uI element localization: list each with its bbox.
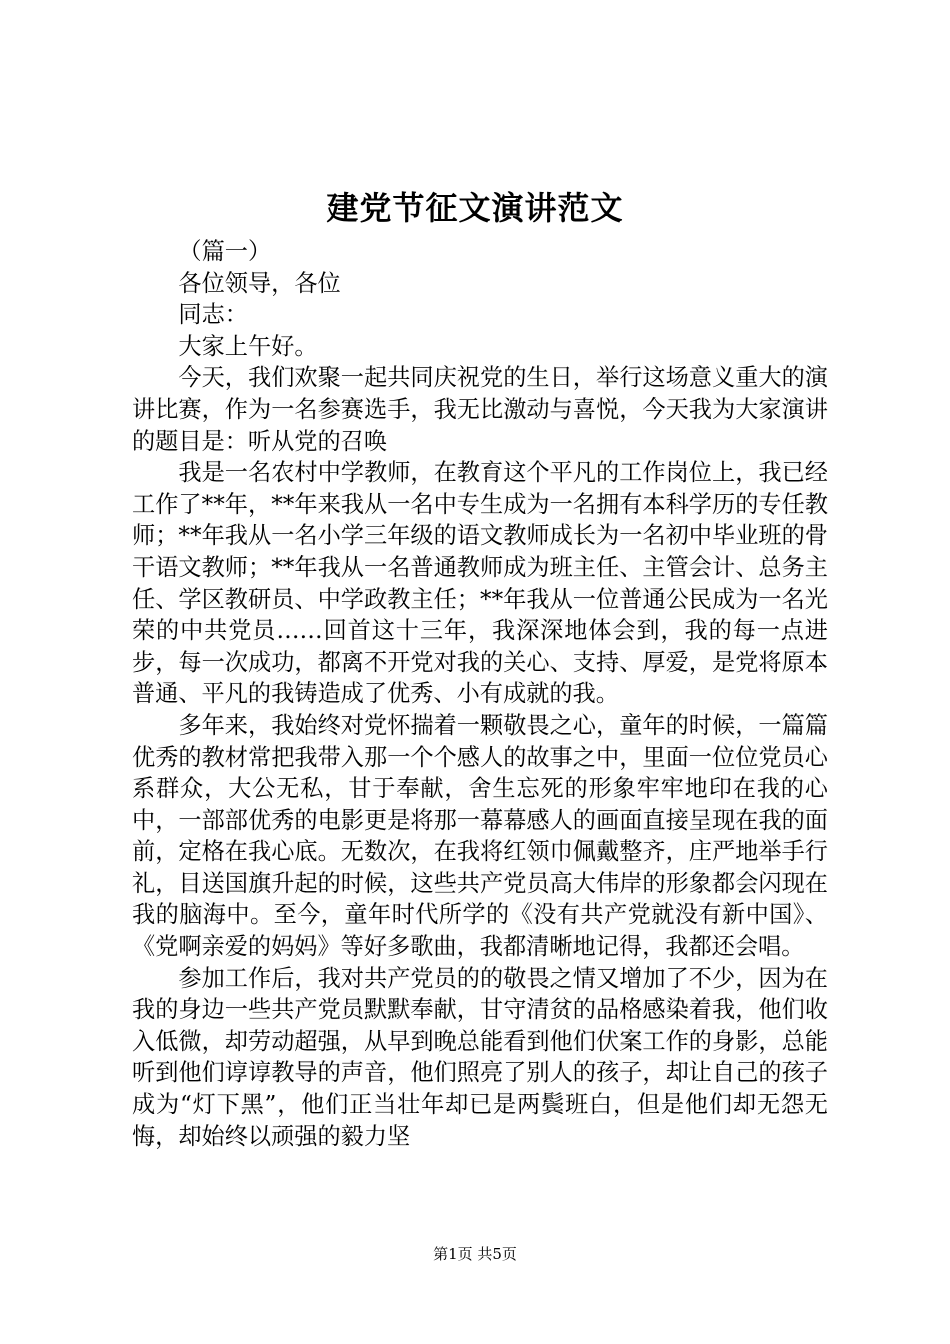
page-number-footer: 第1页 共5页 <box>433 1245 517 1263</box>
paragraph: 大家上午好。 <box>178 332 318 360</box>
document-body <box>132 236 828 1152</box>
document-title: 建党节征文演讲范文 <box>326 189 624 227</box>
paragraph: 多年来，我始终对党怀揣着一颗敬畏之心，童年的时候，一篇篇优秀的教材常把我带入那一个个感人的故事之中，里面一位位党员心系群众，大公无私，甘于奉献，舍生忘死的形象牢牢地印在我的心中，一部部优秀的电影更是将那一幕幕感人的画面直接呈现在我的面前，定格在我心底。无数次，在我将红领巾佩戴整齐，庄严地举手行礼，目送国旗升起的时候，这些共产党员高大伟岸的形象都会闪现在我的脑海中。至今，童年时代所学的《没有共产党就没有新中国》、《党啊亲爱的妈妈》等好多歌曲，我都清晰地记得，我都还会唱。 <box>132 711 828 961</box>
paragraph: 我是一名农村中学教师，在教育这个平凡的工作岗位上，我已经工作了**年，**年来我从一名中专生成为一名拥有本科学历的专任教师；**年我从一名小学三年级的语文教师成长为一名初中毕业班的骨干语文教师；**年我从一名普通教师成为班主任、主管会计、总务主任、学区教研员、中学政教主任；**年我从一位普通公民成为一名光荣的中共党员……回首这十三年，我深深地体会到，我的每一点进步，每一次成功，都离不开党对我的关心、支持、厚爱，是党将原本普通、平凡的我铸造成了优秀、小有成就的我。 <box>132 459 828 708</box>
paragraph: （篇一） <box>178 238 272 265</box>
paragraph: 各位领导，各位 <box>178 269 341 297</box>
paragraph: 参加工作后，我对共产党员的的敬畏之情又增加了不少，因为在我的身边一些共产党员默默奉献，甘守清贫的品格感染着我，他们收入低微，却劳动超强，从早到晚总能看到他们伏案工作的身影，总能听到他们谆谆教导的声音，他们照亮了别人的孩子，却让自己的孩子成为“灯下黑”，他们正当壮年却已是两鬓班白，但是他们却无怨无悔，却始终以顽强的毅力坚 <box>132 964 828 1150</box>
paragraph: 同志： <box>178 301 248 329</box>
paragraph: 今天，我们欢聚一起共同庆祝党的生日，举行这场意义重大的演讲比赛，作为一名参赛选手，我无比激动与喜悦，今天我为大家演讲的题目是：听从党的召唤 <box>132 364 828 455</box>
